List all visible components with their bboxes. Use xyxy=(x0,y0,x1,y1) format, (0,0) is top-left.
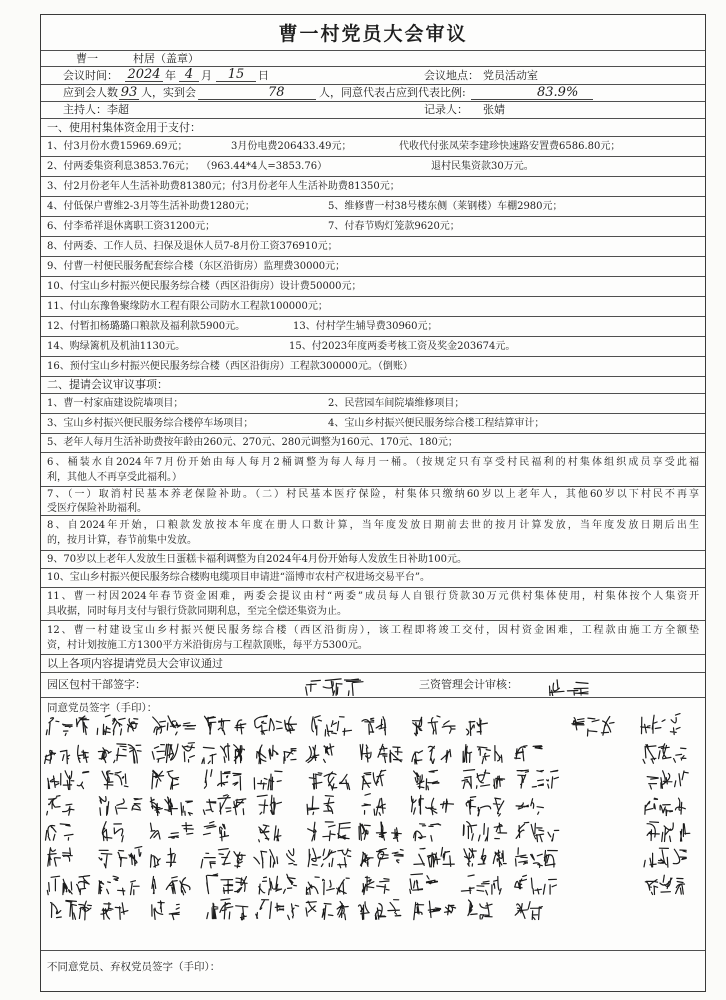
signature xyxy=(153,716,196,735)
signature xyxy=(98,744,141,763)
signature xyxy=(307,796,334,815)
signature xyxy=(102,822,123,842)
section-2-heading xyxy=(41,377,705,394)
agenda-row xyxy=(41,516,705,551)
signature xyxy=(150,797,192,816)
signature xyxy=(257,745,296,764)
signature xyxy=(47,796,74,816)
signature xyxy=(360,744,402,762)
agenda-item-line: 利，其他人不再享受此福利。） xyxy=(47,471,182,483)
signature xyxy=(207,899,248,920)
signature xyxy=(205,716,246,734)
accountant-review-label: 三资管理会计审核： xyxy=(419,678,518,691)
signature xyxy=(255,716,297,735)
host-row xyxy=(41,102,705,119)
agenda-item: 10、宝山乡村振兴便民服务综合楼购电缆项目申请进“淄博市农村产权进场交易平台”。 xyxy=(47,572,430,583)
signature xyxy=(645,875,684,894)
signature xyxy=(359,900,401,920)
agenda-item: 9、70岁以上老年人发放生日蛋糕卡福利调整为自2024年4月份开始每人发放生日补助100元。 xyxy=(47,553,467,565)
signature xyxy=(256,900,299,920)
recorder-name: 张婧 xyxy=(483,103,505,116)
disagree-signatures-label: 不同意党员、弃权党员签字（手印）： xyxy=(47,961,221,973)
year-unit: 年 xyxy=(165,68,176,82)
signature xyxy=(362,876,389,894)
signature xyxy=(413,716,456,736)
actual-attendance-label: 人，实到会 xyxy=(141,86,196,99)
signature xyxy=(102,771,128,789)
agree-signatures-label: 同意党员签字（手印）： xyxy=(47,702,158,714)
expense-row xyxy=(41,177,705,197)
expense-item: 6、付李希祥退休离职工资31200元； xyxy=(47,220,216,232)
signature xyxy=(644,848,686,867)
expense-row xyxy=(41,357,705,377)
agenda-row xyxy=(41,588,705,621)
agenda-item-line: 7、（一）取消村民基本养老保险补助。（二）村民基本医疗保险，村集体只缴纳60岁以上老年人，其他60岁以下村民不再享 xyxy=(47,489,699,500)
signature xyxy=(643,744,686,764)
signature xyxy=(464,849,506,867)
signature xyxy=(204,822,229,841)
expense-item: 代收代付张凤荣李建珍快速路安置费6586.80元； xyxy=(399,140,621,152)
signature xyxy=(306,744,334,763)
expense-note: （963.44*4人=3853.76） xyxy=(201,160,328,172)
signature xyxy=(202,744,245,764)
signature xyxy=(414,901,456,920)
disagree-signatures-section xyxy=(41,951,705,991)
meeting-month: 4 xyxy=(179,68,199,82)
signature xyxy=(308,848,351,868)
expected-attendance-label: 应到会人数 xyxy=(63,86,118,99)
expected-attendance: 93 xyxy=(120,85,138,100)
section-heading: 二、提请会议审议事项： xyxy=(47,378,168,391)
signature xyxy=(259,825,281,842)
signature xyxy=(516,848,558,868)
agenda-row xyxy=(41,453,705,487)
village-cadre-signature-label: 园区包村干部签字： xyxy=(47,678,146,691)
signature xyxy=(150,823,193,839)
signature xyxy=(517,770,558,788)
agree-signatures-section xyxy=(41,698,705,951)
expense-item: 1、付3月份水费15969.69元； xyxy=(47,140,188,152)
signature xyxy=(515,875,557,894)
signature xyxy=(550,680,589,696)
expense-item: 退村民集资款30万元。 xyxy=(431,160,534,172)
signature xyxy=(362,794,385,816)
signature-area xyxy=(41,698,705,950)
expense-item: 10、付宝山乡村振兴便民服务综合楼（西区沿街房）设计费50000元； xyxy=(47,280,362,292)
signature xyxy=(414,770,439,789)
signature xyxy=(97,715,138,735)
meeting-time-row xyxy=(41,67,705,85)
summary-text: 以上各项内容提请党员大会审议通过 xyxy=(47,656,223,670)
signature xyxy=(461,875,501,895)
meeting-minutes-form xyxy=(40,14,706,992)
agenda-item: 2、民营园车间院墙维修项目； xyxy=(328,397,465,409)
agenda-item-line: 6、桶装水自2024年7月份开始由每人每月2桶调整为每人每月一桶。（按规定只有享受村民福利的村集体组织成员享受此福 xyxy=(47,456,699,468)
signature xyxy=(47,876,89,895)
signature xyxy=(362,770,385,789)
signature xyxy=(515,902,542,920)
expense-row xyxy=(41,197,705,217)
summary-row xyxy=(41,655,705,673)
signature xyxy=(412,746,451,764)
signature xyxy=(203,795,245,815)
expense-row xyxy=(41,297,705,317)
agenda-row xyxy=(41,414,705,434)
signature xyxy=(45,745,89,763)
day-unit: 日 xyxy=(258,68,269,82)
meeting-day: 15 xyxy=(216,68,256,82)
signature xyxy=(101,903,128,920)
agenda-item-line: 具收据，同时每月支付与银行贷款同期利息，至完全偿还集资为止。 xyxy=(47,606,347,617)
expense-row xyxy=(41,237,705,257)
signature xyxy=(466,797,504,816)
signature xyxy=(152,770,179,789)
agenda-item-line: 12、曹一村建设宝山乡村振兴便民服务综合楼（西区沿街房），该工程即将竣工交付，因村资金困难，工程款由施工方全额垫 xyxy=(47,624,699,636)
village-cadre-signature xyxy=(299,674,371,696)
agenda-row xyxy=(41,569,705,588)
signature xyxy=(306,679,363,696)
signature xyxy=(361,849,404,867)
signature xyxy=(204,770,241,790)
meeting-place-label: 会议地点： xyxy=(424,68,479,82)
agenda-row xyxy=(41,434,705,453)
review-signature-row xyxy=(41,673,705,698)
signature xyxy=(516,799,543,815)
agenda-item-line: 8、自2024年开始，口粮款发放按本年度在册人口数计算，当年度发放日期前去世的按月计算发放，当年度发放日期后出生 xyxy=(47,520,699,531)
meeting-place: 党员活动室 xyxy=(483,68,538,82)
attendance-row xyxy=(41,85,705,102)
expense-item: 4、付低保户曹维2-3月等生活补助费1280元； xyxy=(47,200,255,212)
signature xyxy=(641,714,680,735)
signature xyxy=(410,874,438,894)
expense-item: 12、付暂扣杨璐璐口粮款及福利款5900元。 xyxy=(47,320,246,332)
expense-item: 14、购绿篱机及机油1130元。 xyxy=(47,340,186,352)
signature xyxy=(309,772,349,790)
agenda-item: 5、老年人每月生活补助费按年龄由260元、270元、280元调整为160元、170元、180元； xyxy=(47,437,458,448)
expense-item: 11、付山东豫鲁聚缘防水工程有限公司防水工程款100000元； xyxy=(47,300,328,312)
expense-item: 5、维修曹一村38号楼东侧（莱钢楼）车棚2980元； xyxy=(328,200,563,212)
agenda-row xyxy=(41,394,705,414)
signature xyxy=(462,770,505,789)
section-heading: 一、使用村集体资金用于支付： xyxy=(47,120,201,134)
signature xyxy=(306,877,349,895)
agenda-item: 3、宝山乡村振兴便民服务综合楼停车场项目； xyxy=(47,417,254,429)
agenda-row xyxy=(41,487,705,516)
signature xyxy=(647,822,690,842)
expense-row xyxy=(41,277,705,297)
signature xyxy=(152,743,194,763)
agenda-item: 1、曹一村家庙建设院墙项目； xyxy=(47,397,184,409)
expense-item: 8、付两委、工作人员、扫保及退休人员7-8月份工资376910元； xyxy=(47,240,338,252)
signature xyxy=(99,847,142,868)
agenda-item-line: 的，按月计算，春节前集中发放。 xyxy=(47,535,197,546)
signature xyxy=(308,822,350,841)
signature xyxy=(645,798,686,815)
signature xyxy=(254,771,282,790)
agenda-item-line: 11、曹一村因2024年春节资金困难，两委会提议由村“两委”成员每人自银行贷款30万元供村集体使用，村集体按个人集资开 xyxy=(47,591,699,602)
signature xyxy=(312,716,352,736)
expense-row xyxy=(41,317,705,337)
signature xyxy=(259,874,297,894)
signature xyxy=(99,797,142,816)
recorder-label: 记录人： xyxy=(424,103,468,116)
agenda-row xyxy=(41,551,705,569)
agenda-row xyxy=(41,621,705,655)
meeting-time-label: 会议时间： xyxy=(63,68,118,82)
signature xyxy=(48,848,73,866)
signature xyxy=(257,795,281,814)
agenda-item-line: 受医疗保险补助福利。 xyxy=(47,503,147,514)
signature xyxy=(46,824,74,840)
approval-ratio-label: 人，同意代表占应到代表比例: xyxy=(319,86,466,99)
expense-item: 3、付2月份老年人生活补助费81380元；付3月份老年人生活补助费81350元； xyxy=(47,180,400,192)
signature xyxy=(463,745,502,764)
village-row xyxy=(41,51,705,67)
signature xyxy=(206,874,247,894)
village-seal-label: 村居（盖章） xyxy=(133,51,199,65)
actual-attendance: 78 xyxy=(198,86,316,100)
expense-row xyxy=(41,137,705,157)
document-title: 曹一村党员大会审议 xyxy=(41,15,705,51)
signature xyxy=(468,900,492,919)
signature xyxy=(414,848,454,867)
expense-item: 13、付村学生辅导费30960元； xyxy=(293,320,438,332)
approval-ratio: 83.9% xyxy=(471,86,593,100)
signature xyxy=(254,849,297,868)
expense-row xyxy=(41,157,705,177)
signature xyxy=(411,795,453,814)
signature xyxy=(516,822,559,841)
signature xyxy=(572,717,614,737)
expense-row xyxy=(41,217,705,237)
expense-row xyxy=(41,257,705,277)
host-name: 李超 xyxy=(107,103,129,116)
village-name: 曹一 xyxy=(76,51,98,65)
signature xyxy=(151,848,176,867)
expense-item: 2、付两委集资利息3853.76元； xyxy=(47,160,195,172)
signature xyxy=(306,901,348,919)
signature xyxy=(152,877,190,895)
host-label: 主持人： xyxy=(63,103,107,116)
expense-item: 9、付曹一村便民服务配套综合楼（东区沿街房）监理费30000元； xyxy=(47,260,346,272)
signature xyxy=(201,849,245,868)
signature xyxy=(152,901,179,920)
signature xyxy=(51,901,92,920)
signature xyxy=(647,771,688,789)
signature xyxy=(515,746,542,761)
signature xyxy=(46,716,88,736)
signature xyxy=(99,876,139,895)
expense-item: 16、预付宝山乡村振兴便民服务综合楼（西区沿街房）工程款300000元。（倒账） xyxy=(47,360,413,372)
month-unit: 月 xyxy=(201,68,212,82)
expense-item: 3月份电费206433.49元； xyxy=(231,140,352,152)
agenda-item: 4、宝山乡村振兴便民服务综合楼工程结算审计； xyxy=(328,417,545,429)
accountant-signature xyxy=(539,674,595,696)
expense-row xyxy=(41,337,705,357)
signature xyxy=(48,771,89,790)
signature xyxy=(414,824,441,841)
signature xyxy=(463,822,506,841)
meeting-year: 2024 xyxy=(125,68,163,82)
agenda-item-line: 资，村计划按施工方1300平方米沿街房与工程款顶账，每平方5300元。 xyxy=(47,639,368,651)
signature xyxy=(466,718,487,735)
section-1-heading xyxy=(41,119,705,137)
expense-item: 15、付2023年度两委考核工资及奖金203674元。 xyxy=(289,340,516,352)
signature xyxy=(359,822,401,841)
expense-item: 7、付春节购灯笼款9620元； xyxy=(328,220,460,232)
signature xyxy=(362,717,386,735)
